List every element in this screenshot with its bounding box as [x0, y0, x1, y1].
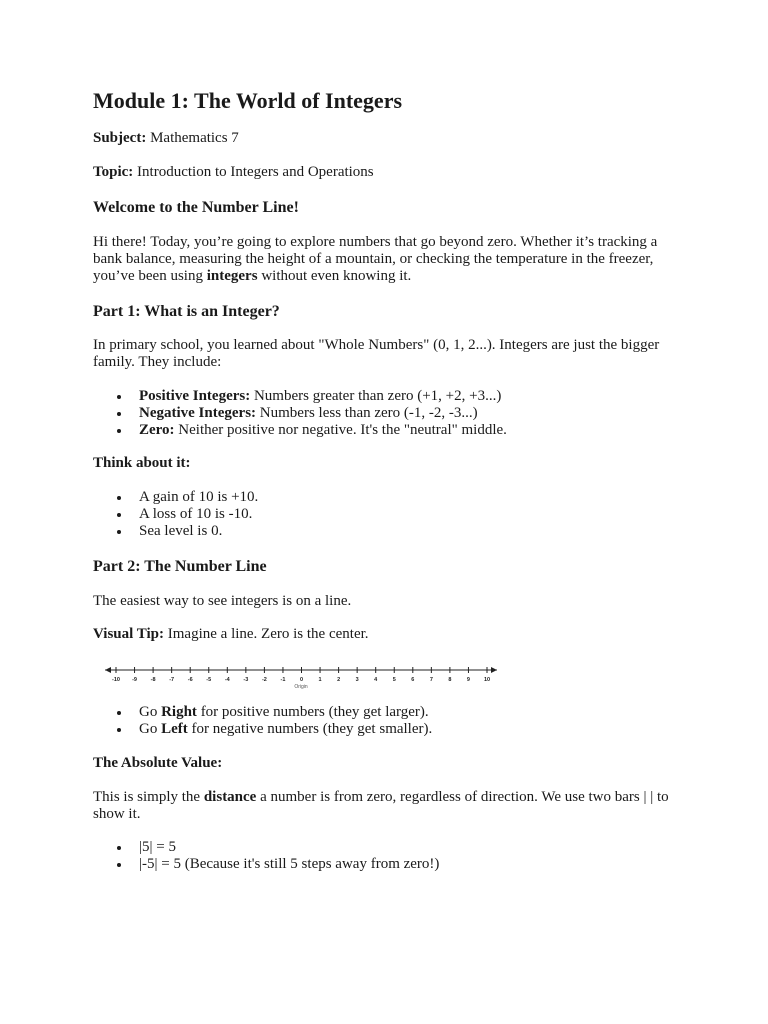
item-text: for negative numbers (they get smaller). [187, 721, 433, 737]
topic-line [93, 164, 374, 181]
welcome-paragraph [93, 234, 678, 285]
item-label: Negative Integers: [139, 405, 257, 421]
topic-value: Introduction to Integers and Operations [133, 164, 374, 180]
subject-value: Mathematics 7 [146, 130, 239, 146]
number-line-tick-label: 9 [466, 677, 470, 683]
tip-text: Imagine a line. Zero is the center. [164, 626, 369, 642]
item-text: Go [139, 721, 162, 737]
number-line-tick-label: 3 [355, 677, 359, 683]
visual-tip [93, 626, 369, 643]
absolute-value-examples [93, 839, 439, 873]
page-title: Module 1: The World of Integers [93, 88, 403, 113]
part2-heading: Part 2: The Number Line [93, 558, 267, 575]
number-line-tick-label: -5 [206, 677, 212, 683]
number-line-tick-label: 5 [392, 677, 396, 683]
topic-label: Topic: [93, 164, 134, 180]
number-line-tick-label: -3 [243, 677, 249, 683]
item-text: Numbers greater than zero (+1, +2, +3...) [250, 388, 502, 404]
welcome-heading: Welcome to the Number Line! [93, 199, 299, 216]
number-line-tick-label: 7 [429, 677, 433, 683]
list-item: A loss of 10 is -10. [93, 506, 258, 523]
think-list [93, 489, 258, 540]
list-item [93, 704, 432, 721]
number-line-tick-label: -9 [132, 677, 137, 683]
number-line-tick-label: -7 [169, 677, 175, 683]
number-line-tick-label: 4 [374, 677, 378, 683]
tip-label: Visual Tip: [93, 626, 165, 642]
item-bold: Right [161, 704, 197, 720]
think-label [93, 455, 191, 472]
subject-label: Subject: [93, 130, 147, 146]
number-line-tick-label: 10 [483, 677, 491, 683]
welcome-text-after: without even knowing it. [257, 268, 412, 284]
item-text: Neither positive nor negative. It's the "neutral" middle. [174, 422, 507, 438]
number-line-tick-label: 1 [318, 677, 322, 683]
item-text: Go [139, 704, 162, 720]
welcome-text-before: Hi there! Today, you’re going to explore numbers that go beyond zero. Whether it’s tracking a bank balance, measuring the height of a mountain, or checking the temperature in the freezer, you’ve been using [93, 234, 658, 284]
number-line-tick-label: -6 [187, 677, 193, 683]
number-line-tick-label: -4 [224, 677, 230, 683]
part1-heading: Part 1: What is an Integer? [93, 303, 280, 320]
list-item [93, 388, 507, 405]
number-line-tick-label: 0 [299, 677, 304, 683]
part2-intro: The easiest way to see integers is on a line. [93, 593, 352, 609]
right-arrow-icon [491, 667, 497, 673]
subject-line [93, 130, 239, 147]
welcome-bold: integers [206, 268, 258, 284]
number-line-tick-label: -8 [150, 677, 156, 683]
item-label: Zero: [139, 422, 175, 438]
number-line-tick-label: 2 [337, 677, 341, 683]
left-arrow-icon [105, 667, 111, 673]
item-text: Numbers less than zero (-1, -2, -3...) [256, 405, 478, 421]
list-item [93, 405, 507, 422]
direction-list [93, 704, 432, 738]
list-item: |-5| = 5 (Because it's still 5 steps away from zero!) [93, 856, 439, 873]
abs-heading-text: The Absolute Value: [93, 755, 223, 771]
think-label-text: Think about it: [93, 455, 191, 471]
list-item [93, 422, 507, 439]
number-line-tick-label: -2 [261, 677, 267, 683]
integer-types-list [93, 388, 507, 439]
item-label: Positive Integers: [139, 388, 251, 404]
absolute-value-paragraph [93, 789, 678, 823]
number-line-tick-label: 8 [448, 677, 452, 683]
absolute-value-heading [93, 755, 222, 772]
number-line-tick-label: 6 [411, 677, 415, 683]
item-text: for positive numbers (they get larger). [196, 704, 429, 720]
number-line [100, 662, 502, 690]
list-item: Sea level is 0. [93, 523, 258, 540]
abs-text-after: a number is from zero, regardless of direction. We use two bars | | to show it. [93, 789, 669, 822]
origin-label: Origin [294, 684, 308, 690]
number-line-tick-label: -10 [112, 677, 120, 683]
number-line-tick-label: -1 [280, 677, 286, 683]
abs-bold: distance [203, 789, 257, 805]
list-item [93, 721, 432, 738]
abs-text-before: This is simply the [93, 789, 204, 805]
item-bold: Left [161, 721, 188, 737]
part1-intro: In primary school, you learned about "Whole Numbers" (0, 1, 2...). Integers are just the bigger family. They include: [93, 337, 660, 370]
list-item: |5| = 5 [93, 839, 439, 856]
list-item: A gain of 10 is +10. [93, 489, 258, 506]
